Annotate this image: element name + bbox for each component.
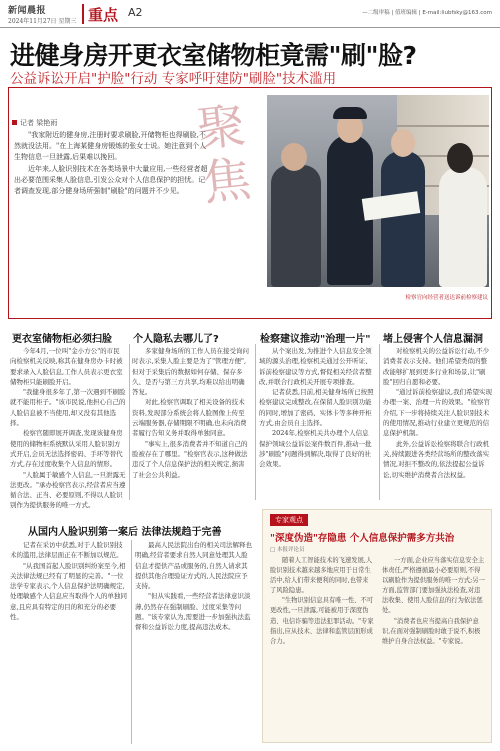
- section-title-2: 个人隐私去哪儿了?: [133, 334, 219, 345]
- paragraph: "消费者也应当提高自我保护意识,在面对强制刷脸时敢于说不,积极维护自身合法权益。"专家说。: [382, 617, 481, 645]
- section-4-body: [383, 346, 493, 498]
- paragraph: "事实上,很多消费者并不知道自己的脸被存在了哪里。"检察官表示,这种做法违反了个人信息保护法的相关规定,损害了社会公共利益。: [132, 439, 248, 479]
- lead-paragraph: 近年来,人脸识别技术在各类场景中大量应用,一些经营者超出必要范围采集人脸信息,引发公众对个人信息保护的担忧。记者调查发现,部分健身场所强制"刷脸"的问题并不少见。: [14, 165, 208, 195]
- section-divider: [82, 4, 84, 24]
- section-3-body: [259, 346, 375, 498]
- paragraph: 记者在采访中获悉,对于人脸识别技术的滥用,法律层面正在不断加以规范。: [10, 541, 123, 560]
- masthead-rule: [0, 27, 500, 28]
- paragraph: "通过诉前检察建议,我们希望实现办理一案、治理一片的效果。"检察官介绍,下一步将持续关注人脸识别技术的使用情况,推动行业建立更规范的信息保护机制。: [383, 388, 493, 438]
- commentary-tag: 专家观点: [270, 514, 308, 526]
- column-rule: [379, 344, 380, 500]
- news-photo: [267, 95, 489, 287]
- paragraph: 对检察机关的公益诉讼行动,不少消费者表示支持。他们希望类似的整改能够扩展到更多行业和场景,让"刷脸"回归自愿和必要。: [383, 347, 490, 386]
- section-5-body-right: [135, 540, 253, 744]
- column-rule: [131, 540, 132, 744]
- commentary-title: "深度伪造"存隐患 个人信息保护需多方共治: [270, 533, 455, 544]
- paragraph: 最高人民法院出台的相关司法解释也明确,经营者要求自然人同意处理其人脸信息才提供产品或服务的,自然人请求其提供其他合理验证方式的,人民法院应予支持。: [135, 541, 252, 591]
- paragraph: 对此,检察官调取了相关设备的技术资料,发现部分系统会将人脸图像上传至云端服务器,存储期限不明确,也未向消费者履行告知义务并取得单独同意。: [132, 398, 247, 438]
- section-2-body: [132, 346, 250, 498]
- paragraph: "从我国首起人脸识别纠纷案至今,相关法律法规已经有了明显的完善。"一位法学专家表示,个人信息保护法明确规定,处理敏感个人信息应当取得个人的单独同意,且应具有特定的目的和充分的必要性。: [10, 561, 127, 622]
- photo-caption: 检察官向经营者送达诉前检察建议: [405, 295, 488, 301]
- column-rule: [255, 344, 256, 500]
- main-headline: 进健身房开更衣室储物柜竟需"刷"脸?: [10, 41, 417, 70]
- section-name: 重点: [88, 6, 119, 24]
- paragraph: "我健身很多年了,第一次遇到不刷脸就不能用柜子。"该市民说,他担心自己的人脸信息被不当使用,却又没有其他选择。: [10, 388, 126, 428]
- subheadline: 公益诉讼开启"护脸"行动 专家呼吁建防"刷脸"技术滥用: [10, 71, 337, 87]
- paragraph: 随着人工智能技术的飞速发展,人脸识别技术越来越多地应用于日常生活中,给人们带来便利的同时,也带来了风险隐患。: [270, 557, 373, 595]
- paragraph: 从个案出发,为推进个人信息安全领域的源头治理,检察机关通过公开听证、诉前检察建议等方式,督促相关经营者整改,并联合行政机关开展专项排查。: [259, 347, 372, 386]
- commentary-author: □ 本报评论员: [270, 547, 305, 553]
- page-number: A2: [128, 6, 143, 19]
- masthead: [0, 0, 500, 28]
- paragraph: 一方面,企业应当落实信息安全主体责任,严格遵循最小必要原则,不得以刷脸作为提供服务的唯一方式;另一方面,监管部门要加强执法检查,对违法收集、使用人脸信息的行为依法惩处。: [382, 557, 485, 615]
- square-bullet-icon: [12, 120, 17, 125]
- paragraph: 检察官随即展开调查,发现该健身房使用的储物柜系统默认采用人脸识别方式开启,会员无法选择密码、手环等替代方式,存在过度收集个人信息的情形。: [10, 429, 123, 469]
- paragraph: 记者获悉,目前,相关健身场所已按照检察建议完成整改,在保留人脸识别功能的同时,增加了密码、实体卡等多种开柜方式,由会员自主选择。: [259, 388, 374, 428]
- byline-text: 记者 梁艳雨: [20, 119, 58, 127]
- paragraph: 多家健身场所的工作人员在接受询问时表示,采集人脸主要是为了"管理方便",但对于采集后的数据如何存储、保存多久、是否与第三方共享,均难以给出明确答复。: [132, 347, 249, 397]
- editor-info: —二级审稿 | 值班编辑 | E-mail:liubfsky@163.com: [362, 10, 492, 16]
- newspaper-logo: 新闻晨报: [8, 6, 47, 16]
- paragraph: 今年4月,一位叫"金小方公"的市民向检察机关反映,称其在健身房办卡时被要求录入人脸信息,工作人员表示更衣室储物柜只能刷脸开启。: [10, 347, 123, 386]
- lead-text: [14, 130, 210, 198]
- section-title-5: 从国内人脸识别第一案后 法律法规趋于完善: [28, 527, 222, 538]
- paragraph: 2024年,检察机关共办理个人信息保护领域公益诉讼案件数百件,推动一批涉"刷脸"问题得到解决,取得了良好的社会效果。: [259, 429, 372, 469]
- paragraph: 此外,公益诉讼检察将联合行政机关,持续跟进各类经营场所的整改落实情况,对拒不整改的,依法提起公益诉讼,切实维护消费者合法权益。: [383, 439, 490, 479]
- lead-paragraph: "我家附近的健身房,注册时要求刷脸,开储物柜也得刷脸,不然就没法用。"在上海某健身房锻炼的张女士说。她注意到个人生物信息一旦泄露,后果难以挽回。: [14, 131, 207, 161]
- byline: [12, 118, 57, 128]
- calligraphy-watermark: 聚焦: [194, 97, 254, 212]
- commentary-body-right: [382, 556, 486, 738]
- column-rule: [129, 344, 130, 500]
- paragraph: "但从实践看,一些经营者法律意识淡薄,仍然存在强制刷脸、过度采集等问题。"该专家认为,需要进一步加强执法监督和公益诉讼力度,提高违法成本。: [135, 592, 251, 632]
- paragraph: "生物识别信息具有唯一性、不可更改性,一旦泄露,可能被用于深度伪造、电信诈骗等违法犯罪活动。"专家指出,应从技术、法律和监管层面形成合力。: [270, 597, 374, 645]
- section-title-4: 堵上侵害个人信息漏洞: [383, 334, 483, 345]
- issue-date: 2024年11月27日 星期三: [8, 18, 77, 25]
- commentary-body-left: [270, 556, 374, 738]
- section-5-body-left: [10, 540, 128, 744]
- paragraph: "人脸属于敏感个人信息,一旦泄露无法更改。"承办检察官表示,经营者应当遵循合法、正当、必要原则,不得以人脸识别作为提供服务的唯一方式。: [10, 470, 126, 510]
- section-title-3: 检察建议推动"治理一片": [260, 334, 371, 345]
- section-1-body: [10, 346, 126, 510]
- section-title-1: 更衣室储物柜必须扫脸: [12, 334, 112, 345]
